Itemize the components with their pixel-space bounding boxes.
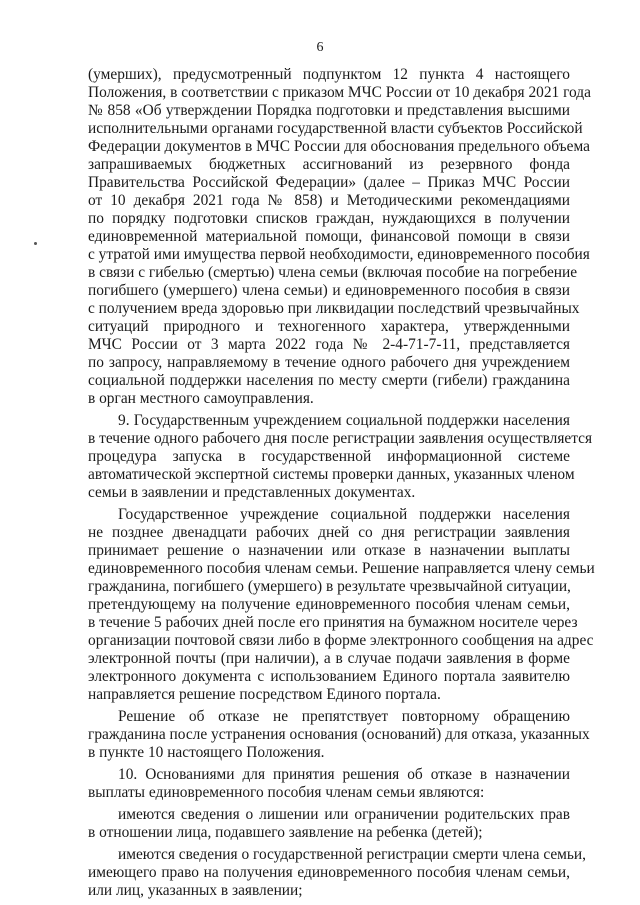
text-line: в течение одного рабочего дня после регистрации заявления осуществляется	[88, 430, 593, 447]
text-line: в пункте 10 настоящего Положения.	[88, 744, 325, 761]
text-line: организации почтовой связи либо в форме электронного сообщения на адрес	[88, 632, 594, 649]
text-line: с утратой ими имущества первой необходимости, единовременного пособия	[88, 246, 590, 263]
text-line: гражданина, погибшего (умершего) в результате чрезвычайной ситуации,	[88, 578, 571, 595]
text-line: социальной поддержки населения по месту смерти (гибели) гражданина	[88, 372, 570, 389]
margin-dot	[34, 242, 37, 245]
text-line: в орган местного самоуправления.	[88, 390, 314, 407]
text-line: претендующему на получение единовременного пособия членам семьи,	[88, 596, 570, 613]
text-line: запрашиваемых бюджетных ассигнований из резервного фонда	[88, 156, 570, 173]
text-line: принимает решение о назначении или отказе в назначении выплаты	[88, 542, 570, 559]
text-line: от 10 декабря 2021 года № 858) и Методическими рекомендациями	[88, 192, 570, 209]
text-line: Федерации документов в МЧС России для обоснования предельного объема	[88, 138, 590, 155]
text-line: семьи в заявлении и представленных документах.	[88, 484, 416, 501]
text-line: электронной почты (при наличии), а в случае подачи заявления в форме	[88, 650, 570, 667]
text-line: автоматической экспертной системы проверки данных, указанных членом	[88, 466, 575, 483]
text-line: не позднее двенадцати рабочих дней со дня регистрации заявления	[88, 524, 570, 541]
text-line: Государственное учреждение социальной поддержки населения	[118, 506, 570, 523]
text-line: имеются сведения о государственной регистрации смерти члена семьи,	[118, 846, 587, 863]
text-line: МЧС России от 3 марта 2022 года № 2-4-71-7-11, представляется	[88, 336, 570, 353]
text-line: единовременного пособия членам семьи. Решение направляется члену семьи	[88, 560, 595, 577]
text-line: в связи с гибелью (смертью) члена семьи (включая пособие на погребение	[88, 264, 578, 281]
text-line: имеются сведения о лишении или ограничении родительских прав	[118, 806, 570, 823]
text-line: Решение об отказе не препятствует повторному обращению	[118, 708, 570, 725]
text-line: 10. Основаниями для принятия решения об отказе в назначении	[118, 766, 570, 783]
text-line: № 858 «Об утверждении Порядка подготовки и представления высшими	[88, 102, 570, 119]
text-line: с получением вреда здоровью при ликвидации последствий чрезвычайных	[88, 300, 580, 317]
text-line: погибшего (умершего) члена семьи) и единовременного пособия в связи	[88, 282, 570, 299]
text-line: по порядку подготовки списков граждан, нуждающихся в получении	[88, 210, 570, 227]
text-line: электронного документа с использованием Единого портала заявителю	[88, 668, 570, 685]
text-line: направляется решение посредством Единого портала.	[88, 686, 441, 703]
text-line: в течение 5 рабочих дней после его принятия на бумажном носителе через	[88, 614, 578, 631]
text-line: 9. Государственным учреждением социальной поддержки населения	[118, 412, 570, 429]
text-line: выплаты единовременного пособия членам семьи являются:	[88, 784, 485, 801]
text-line: единовременной материальной помощи, финансовой помощи в связи	[88, 228, 570, 245]
text-line: Правительства Российской Федерации» (далее – Приказ МЧС России	[88, 174, 570, 191]
text-line: исполнительными органами государственной власти субъектов Российской	[88, 120, 583, 137]
text-line: или лиц, указанных в заявлении;	[88, 882, 303, 899]
text-line: имеющего право на получения единовременного пособия членам семьи,	[88, 864, 570, 881]
text-line: гражданина после устранения основания (оснований) для отказа, указанных	[88, 726, 590, 743]
text-line: процедура запуска в государственной информационной системе	[88, 448, 570, 465]
text-line: Положения, в соответствии с приказом МЧС России от 10 декабря 2021 года	[88, 84, 591, 101]
text-line: в отношении лица, подавшего заявление на ребенка (детей);	[88, 824, 483, 841]
page-number: 6	[316, 40, 324, 55]
text-line: (умерших), предусмотренный подпунктом 12 пункта 4 настоящего	[88, 66, 570, 83]
text-line: ситуаций природного и техногенного характера, утвержденными	[88, 318, 570, 335]
text-line: по запросу, направляемому в течение одного рабочего дня учреждением	[88, 354, 570, 371]
